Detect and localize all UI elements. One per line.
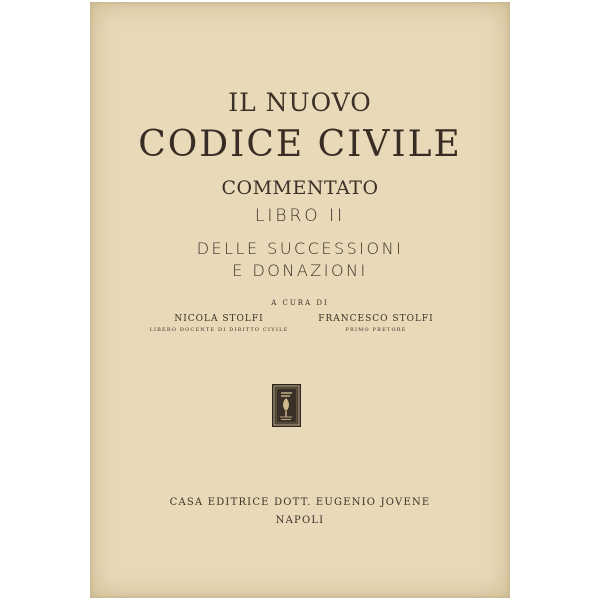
author-title: LIBERO DOCENTE DI DIRITTO CIVILE — [149, 327, 289, 333]
author-left — [144, 314, 294, 333]
author-name: NICOLA STOLFI — [174, 314, 264, 324]
author-name: FRANCESCO STOLFI — [318, 314, 434, 324]
publisher-city: NAPOLI — [275, 515, 325, 526]
publisher-emblem-icon — [272, 384, 301, 427]
subtitle: COMMENTATO — [221, 177, 379, 199]
author-title: PRIMO PRETORE — [345, 327, 407, 333]
topic-line-1: DELLE SUCCESSIONI — [196, 239, 404, 258]
book-cover — [90, 2, 510, 598]
book-number: LIBRO II — [254, 206, 346, 226]
series-title: IL NUOVO — [228, 88, 372, 117]
main-title: CODICE CIVILE — [138, 124, 462, 165]
edited-by-label: A CURA DI — [271, 299, 329, 307]
author-right — [316, 314, 436, 333]
publisher-name: CASA EDITRICE DOTT. EUGENIO JOVENE — [169, 497, 431, 508]
topic-line-2: E DONAZIONI — [232, 261, 368, 280]
